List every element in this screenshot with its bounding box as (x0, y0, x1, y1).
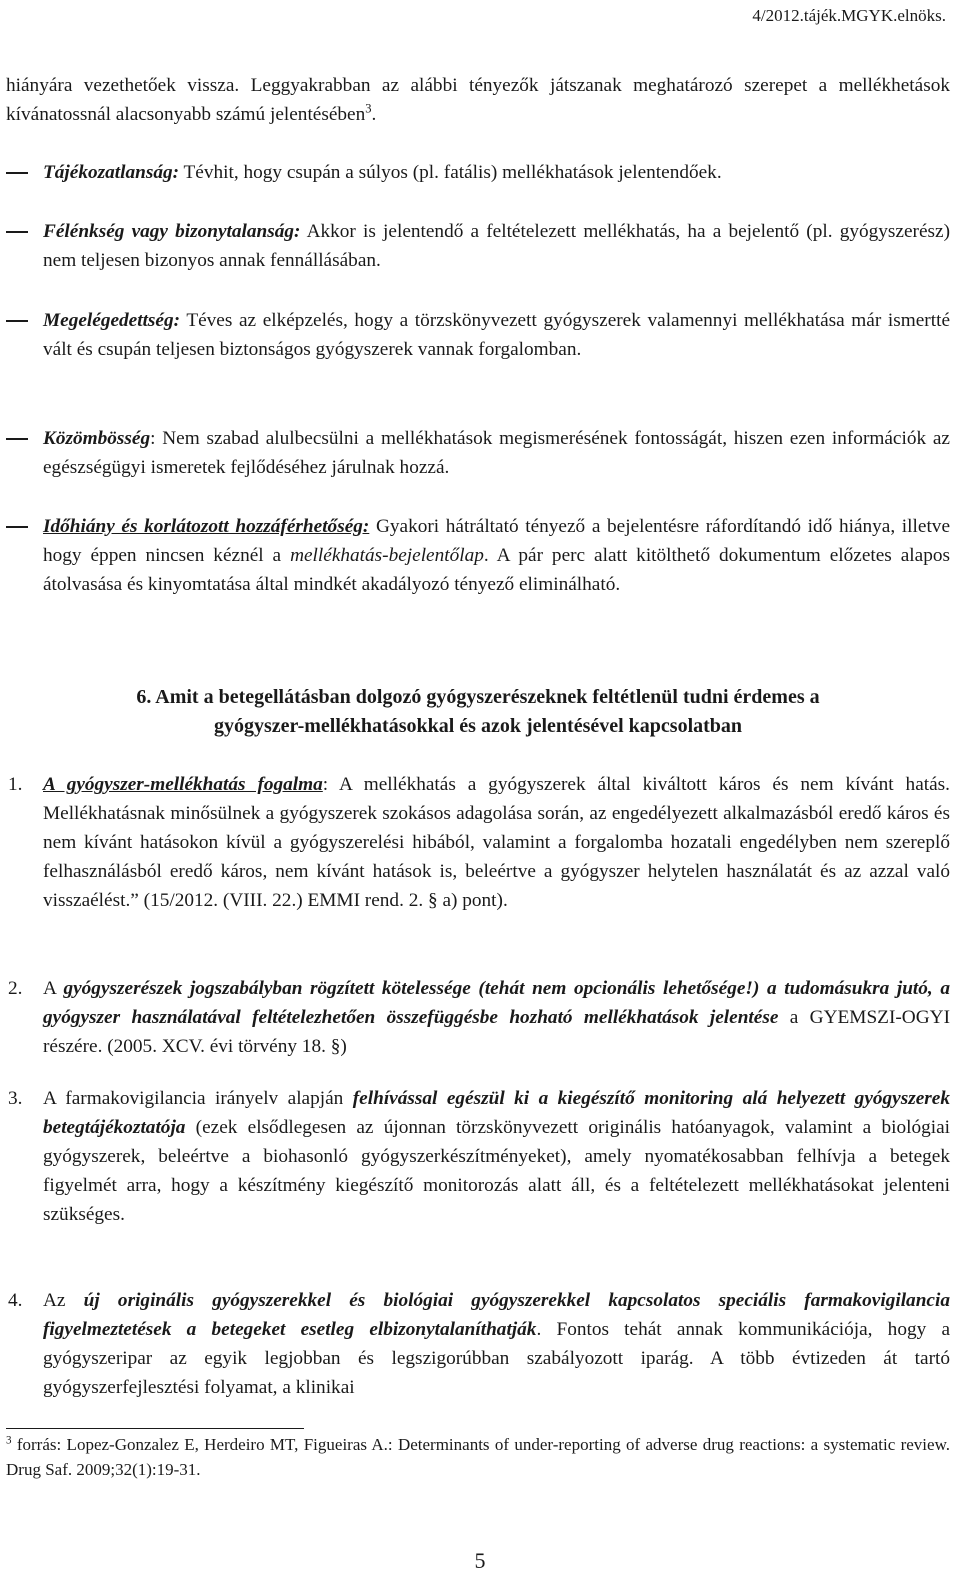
item-number: 2. (8, 978, 23, 999)
intro-text: hiányára vezethetőek vissza. Leggyakrabban az alábbi tényezők játszanak meghatározó szerepet a mellékhetások kívánatossnál alacsonyabb számú jelentésében (6, 75, 950, 125)
section-title (6, 683, 950, 741)
item-number: 4. (8, 1290, 23, 1311)
item-term: gyógyszerészek jogszabályban rögzített kötelessége (tehát nem opcionális lehetősége!) a tudomásukra jutó, a gyógyszer használatával feltételezhetően összefüggésbe hozható mellékhatások jelentése (43, 978, 950, 1028)
list-item-term: Tájékozatlanság: (43, 162, 180, 183)
footnote-ref[interactable]: 3 (365, 101, 372, 116)
list-item-term: Időhiány és korlátozott hozzáférhetőség: (43, 516, 370, 537)
intro-end: . (371, 104, 377, 125)
item-text: : A mellékhatás a gyógyszerek által kiváltott káros és nem kívánt hatás. Mellékhatásnak minősülnek a gyógyszerek szokásos adagolása során, az engedélyezett alkalmazásból eredő káros és nem kívánt hatásokon kívül a gyógyszerelési hibából, valamint a forgalomba hozatali engedélyben nem szereplő felhasználásból eredő káros, nem kívánt hatások is, beleértve a gyógyszer helytelen használatát és az azzal való visszaélést.” (15/2012. (VIII. 22.) EMMI rend. 2. § a) pont). (43, 774, 950, 911)
item-text: . Fontos tehát annak kommunikációja, hogy a gyógyszeripar az egyik legjobban és legszigorúbban szabályozott iparág. A több évtizeden át tartó gyógyszerfejlesztési folyamat, a klinikai (43, 1319, 951, 1398)
item-lead: A farmakovigilancia irányelv alapján (43, 1088, 353, 1109)
section-title-line-1: 6. Amit a betegellátásban dolgozó gyógyszerészeknek feltétlenül tudni érdemes a (136, 686, 820, 708)
dash-bullet (6, 438, 28, 440)
page-number: 5 (474, 1548, 486, 1573)
item-text: a GYEMSZI-OGYI részére. (2005. XCV. évi törvény 18. §) (43, 1007, 950, 1057)
footnote (6, 1432, 950, 1482)
item-text: (ezek elsődlegesen az újonnan törzskönyvezett originális hatóanyagok, valamint a biológiai gyógyszerek, beleértve a biohasonló gyógyszerkészítményeket), amely nyomatékosabban felhívja a betegek figyelmét arra, hogy a készítmény kiegészítő monitorozás alatt áll, és a feltételezett mellékhatásokat jelenteni szükséges. (43, 1117, 950, 1225)
item-term: új originális gyógyszerekkel és biológiai gyógyszerekkel kapcsolatos speciális farmakovigilancia figyelmeztetések a betegeket esetleg elbizonytalaníthatják (43, 1290, 950, 1340)
numbered-item (6, 974, 950, 1061)
footnote-divider (6, 1428, 304, 1429)
item-term: A gyógyszer-mellékhatás fogalma (43, 774, 323, 795)
item-lead: A (43, 978, 64, 999)
list-item-text: Tévhit, hogy csupán a súlyos (pl. fatális) mellékhatások jelentendőek. (179, 162, 722, 183)
section-title-line-2: gyógyszer-mellékhatásokkal és azok jelentésével kapcsolatban (213, 715, 743, 737)
list-item-text: Gyakori hátráltató tényező a bejelentésre ráfordítandó idő hiánya, illetve hogy éppen nincsen kéznél a (43, 516, 950, 566)
list-item-text: : Nem szabad alulbecsülni a mellékhatások megismerésének fontosságát, hiszen ezen információk az egészségügyi ismeretek fejlődéséhez járulnak hozzá. (43, 428, 950, 478)
footnote-label: forrás: (11, 1435, 62, 1454)
footnote-number: 3 (6, 1434, 12, 1447)
item-term: felhívással egészül ki a kiegészítő monitoring alá helyezett gyógyszerek betegtájékoztatója (43, 1088, 950, 1138)
list-item-text: Akkor is jelentendő a feltételezett mellékhatás, ha a bejelentő (pl. gyógyszerész) nem teljesen bizonyos annak fennállásában. (43, 221, 950, 271)
list-item (6, 512, 950, 599)
numbered-item (6, 770, 950, 915)
dash-bullet (6, 320, 28, 322)
intro-paragraph (6, 71, 950, 129)
list-item-term: Közömbösség (43, 428, 151, 449)
list-item (6, 424, 950, 482)
list-item-text-2: . A pár perc alatt kitölthető dokumentum előzetes alapos átolvasása és kinyomtatása által mindkét akadályozó tényező eliminálható. (43, 545, 950, 595)
list-item-text: Téves az elképzelés, hogy a törzskönyvezett gyógyszerek valamennyi mellékhatása már ismertté vált és csupán teljesen biztonságos gyógyszerek vannak forgalomban. (43, 310, 950, 360)
list-item (6, 306, 950, 364)
footnote-text: Lopez-Gonzalez E, Herdeiro MT, Figueiras A.: Determinants of under-reporting of adverse drug reactions: a systematic review. Drug Saf. 2009;32(1):19-31. (6, 1435, 950, 1479)
dash-bullet (6, 172, 28, 174)
dash-bullet (6, 231, 28, 233)
item-lead: Az (43, 1290, 84, 1311)
item-number: 1. (8, 774, 23, 795)
list-item-term: Félénkség vagy bizonytalanság: (43, 221, 301, 242)
form-name: mellékhatás-bejelentőlap (290, 545, 484, 566)
list-item (6, 158, 950, 187)
dash-bullet (6, 526, 28, 528)
item-number: 3. (8, 1088, 23, 1109)
list-item-term: Megelégedettség: (43, 310, 181, 331)
numbered-item (6, 1084, 950, 1229)
list-item (6, 217, 950, 275)
document-reference: 4/2012.tájék.MGYK.elnöks. (752, 6, 946, 25)
numbered-item (6, 1286, 950, 1402)
